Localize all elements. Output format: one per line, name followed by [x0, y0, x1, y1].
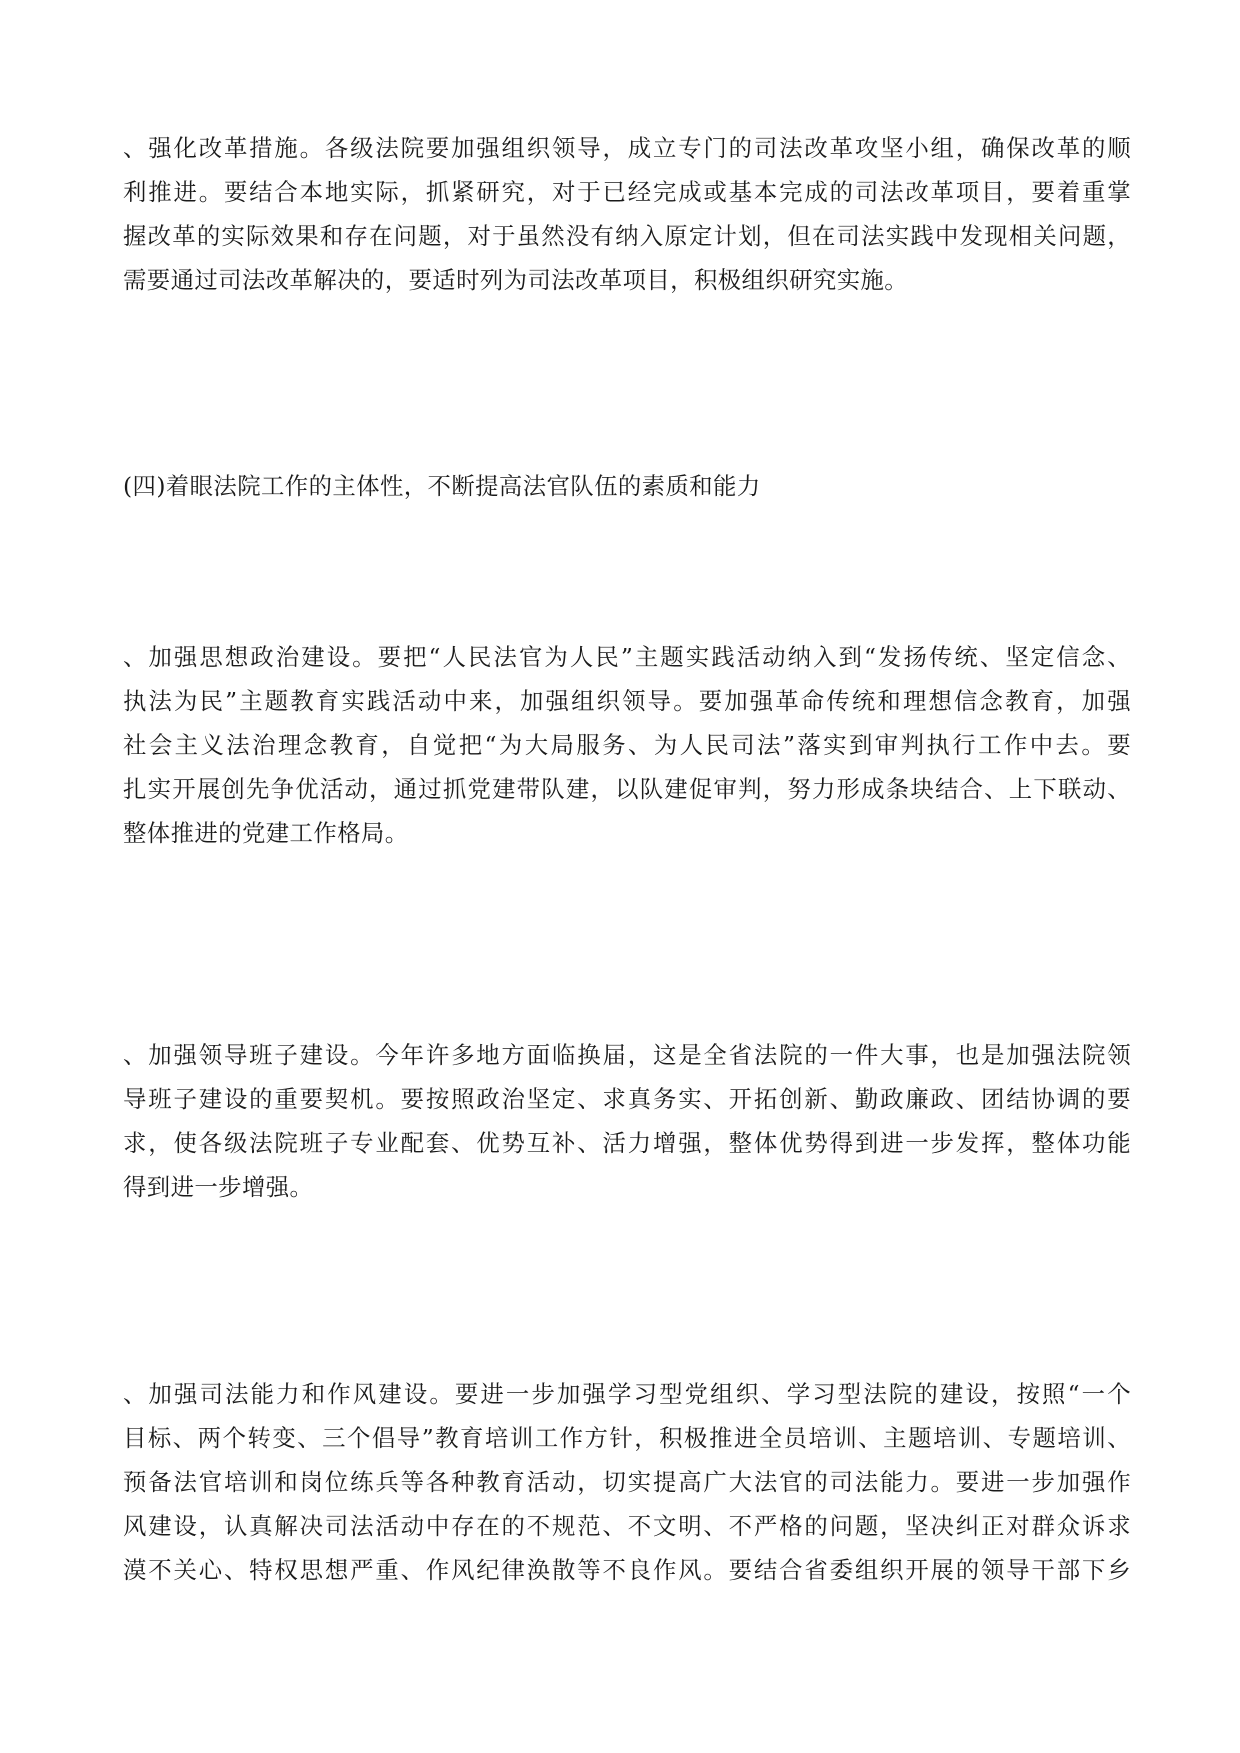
- paragraph-reform-measures: [123, 126, 1131, 302]
- paragraph-line: 、加强司法能力和作风建设。要进一步加强学习型党组织、学习型法院的建设，按照“一个: [123, 1380, 1131, 1408]
- paragraph-line: 、加强领导班子建设。今年许多地方面临换届，这是全省法院的一件大事，也是加强法院领: [123, 1041, 1131, 1069]
- paragraph-leadership-building: [123, 1033, 1131, 1209]
- paragraph-line: 、强化改革措施。各级法院要加强组织领导，成立专门的司法改革攻坚小组，确保改革的顺: [123, 134, 1131, 162]
- paragraph-line: 目标、两个转变、三个倡导”教育培训工作方针，积极推进全员培训、主题培训、专题培训、: [123, 1424, 1131, 1452]
- paragraph-line: 预备法官培训和岗位练兵等各种教育活动，切实提高广大法官的司法能力。要进一步加强作: [123, 1468, 1131, 1496]
- paragraph-line: 风建设，认真解决司法活动中存在的不规范、不文明、不严格的问题，坚决纠正对群众诉求: [123, 1512, 1131, 1540]
- paragraph-political-building: [123, 635, 1131, 855]
- section-heading: (四)着眼法院工作的主体性，不断提高法官队伍的素质和能力: [123, 472, 761, 500]
- paragraph-line: 得到进一步增强。: [123, 1173, 314, 1201]
- paragraph-line: 社会主义法治理念教育，自觉把“为大局服务、为人民司法”落实到审判执行工作中去。要: [123, 731, 1131, 759]
- paragraph-line: 握改革的实际效果和存在问题，对于虽然没有纳入原定计划，但在司法实践中发现相关问题，: [123, 222, 1131, 250]
- paragraph-line: 利推进。要结合本地实际，抓紧研究，对于已经完成或基本完成的司法改革项目，要着重掌: [123, 178, 1131, 206]
- paragraph-line: 导班子建设的重要契机。要按照政治坚定、求真务实、开拓创新、勤政廉政、团结协调的要: [123, 1085, 1131, 1113]
- paragraph-capacity-style-building: [123, 1372, 1131, 1592]
- paragraph-line: 、加强思想政治建设。要把“人民法官为人民”主题实践活动纳入到“发扬传统、坚定信念、: [123, 643, 1131, 671]
- paragraph-line: 漠不关心、特权思想严重、作风纪律涣散等不良作风。要结合省委组织开展的领导干部下乡: [123, 1556, 1131, 1584]
- paragraph-line: 扎实开展创先争优活动，通过抓党建带队建，以队建促审判，努力形成条块结合、上下联动、: [123, 775, 1131, 803]
- paragraph-line: 执法为民”主题教育实践活动中来，加强组织领导。要加强革命传统和理想信念教育，加强: [123, 687, 1131, 715]
- paragraph-line: 整体推进的党建工作格局。: [123, 819, 409, 847]
- paragraph-line: 需要通过司法改革解决的，要适时列为司法改革项目，积极组织研究实施。: [123, 266, 909, 294]
- paragraph-line: 求，使各级法院班子专业配套、优势互补、活力增强，整体优势得到进一步发挥，整体功能: [123, 1129, 1131, 1157]
